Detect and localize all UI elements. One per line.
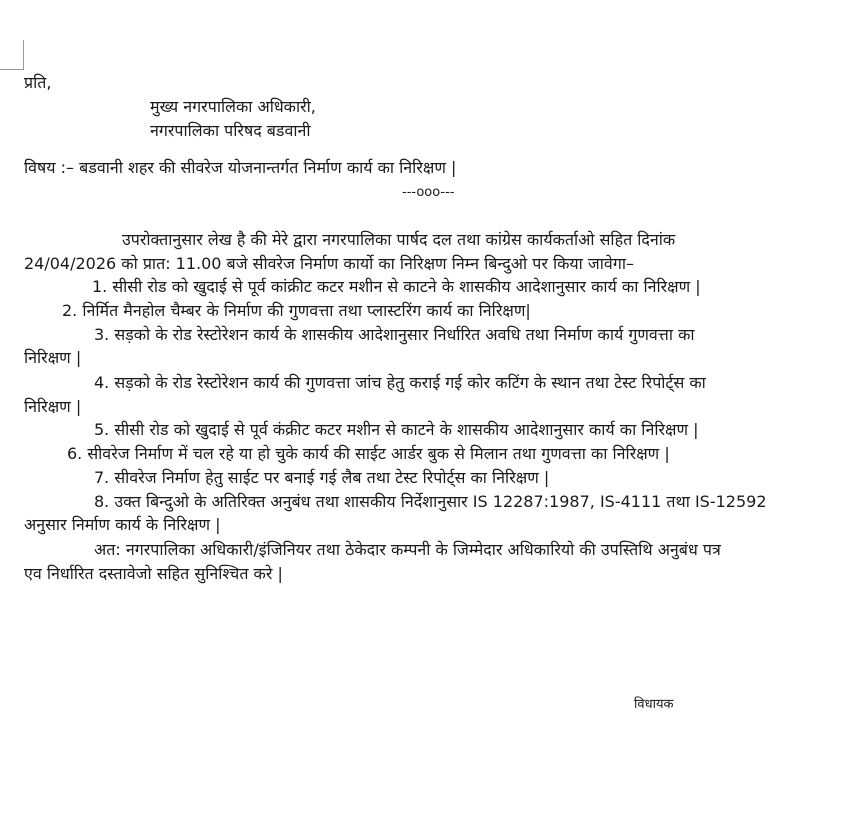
point-6: 6. सीवरेज निर्माण में चल रहे या हो चुके कार्य की साईट आर्डर बुक से मिलान तथा गुणवत्ता का निरिक्षण | [67, 444, 670, 463]
point-8-cont: अनुसार निर्माण कार्य के निरिक्षण | [24, 515, 221, 534]
recipient-title: मुख्य नगरपालिका अधिकारी, [150, 97, 316, 116]
separator: ---ooo--- [402, 185, 455, 200]
point-8: 8. उक्त बिन्दुओ के अतिरिक्त अनुबंध तथा शासकीय निर्देशानुसार IS 12287:1987, IS-4111 तथा IS-12592 [94, 492, 767, 511]
subject-line: विषय :– बडवानी शहर की सीवरेज योजनान्तर्गत निर्माण कार्य का निरिक्षण | [24, 158, 457, 177]
point-3: 3. सड़को के रोड रेस्टोरेशन कार्य के शासकीय आदेशानुसार निर्धारित अवधि तथा निर्माण कार्य गुणवत्ता का [94, 325, 695, 344]
intro-line-1: उपरोक्तानुसार लेख है की मेरे द्वारा नगरपालिका पार्षद दल तथा कांग्रेस कार्यकर्ताओ सहित दिनांक [122, 230, 676, 249]
point-2: 2. निर्मित मैनहोल चैम्बर के निर्माण की गुणवत्ता तथा प्लास्टरिंग कार्य का निरिक्षण| [62, 301, 531, 320]
salutation: प्रति, [24, 73, 52, 92]
point-3-cont: निरिक्षण | [24, 348, 82, 367]
point-5: 5. सीसी रोड को खुदाई से पूर्व कंक्रीट कटर मशीन से काटने के शासकीय आदेशानुसार कार्य का निरिक्षण | [94, 420, 699, 439]
page-corner-mark [0, 40, 24, 70]
intro-line-2: 24/04/2026 को प्रात: 11.00 बजे सीवरेज निर्माण कार्यो का निरिक्षण निम्न बिन्दुओ पर किया जावेगा– [24, 254, 634, 273]
closing-line-2: एव निर्धारित दस्तावेजो सहित सुनिश्चित करे | [24, 564, 283, 583]
recipient-office: नगरपालिका परिषद बडवानी [150, 121, 311, 140]
closing-line-1: अत: नगरपालिका अधिकारी/इंजिनियर तथा ठेकेदार कम्पनी के जिम्मेदार अधिकारियो की उपस्तिथि अनुबंध पत्र [94, 540, 721, 559]
point-4: 4. सड़को के रोड रेस्टोरेशन कार्य की गुणवत्ता जांच हेतु कराई गई कोर कटिंग के स्थान तथा टेस्ट रिपोर्ट्स का [94, 373, 706, 392]
point-1: 1. सीसी रोड को खुदाई से पूर्व कांक्रीट कटर मशीन से काटने के शासकीय आदेशानुसार कार्य का निरिक्षण | [92, 277, 701, 296]
point-7: 7. सीवरेज निर्माण हेतु साईट पर बनाई गई लैब तथा टेस्ट रिपोर्ट्स का निरिक्षण | [94, 468, 550, 487]
point-4-cont: निरिक्षण | [24, 397, 82, 416]
signature-designation: विधायक [634, 697, 674, 712]
